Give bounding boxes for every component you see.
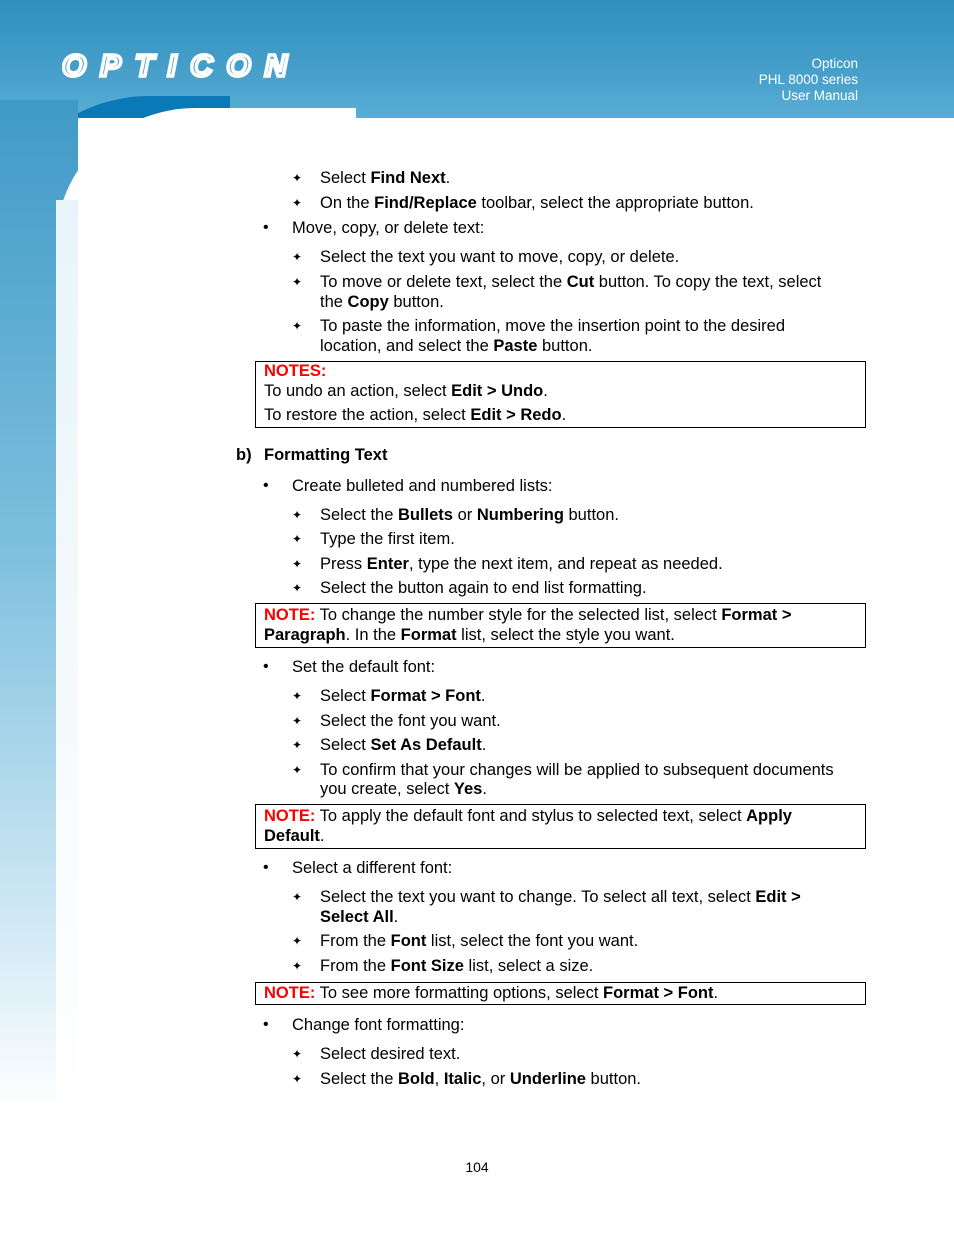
star-bullet-icon: ✦ — [292, 532, 303, 546]
star-bullet-icon: ✦ — [292, 959, 303, 973]
list-item: From the Font list, select the font you want. — [320, 932, 639, 950]
note-text: NOTE: To change the number style for the selected list, select Format > — [264, 606, 792, 624]
list-item: To paste the information, move the insertion point to the desired — [320, 317, 786, 335]
list-item: Create bulleted and numbered lists: — [292, 477, 553, 495]
star-bullet-icon: ✦ — [292, 763, 303, 777]
star-bullet-icon: ✦ — [292, 689, 303, 703]
list-item: Select a different font: — [292, 859, 453, 877]
list-item-continued: location, and select the Paste button. — [320, 337, 593, 355]
note-text: Default. — [264, 827, 325, 845]
star-bullet-icon: ✦ — [292, 557, 303, 571]
list-item: Move, copy, or delete text: — [292, 219, 485, 237]
list-item: Select the Bold, Italic, or Underline button. — [320, 1070, 642, 1088]
star-bullet-icon: ✦ — [292, 250, 303, 264]
list-item: Select the Bullets or Numbering button. — [320, 506, 619, 524]
note-text: NOTE: To see more formatting options, select Format > Font. — [264, 984, 719, 1002]
list-item: Select the font you want. — [320, 712, 501, 730]
doc-title: User Manual — [781, 88, 858, 103]
round-bullet-icon: • — [263, 658, 269, 675]
note-text: To undo an action, select Edit > Undo. — [264, 382, 548, 400]
list-item: From the Font Size list, select a size. — [320, 957, 594, 975]
page-number: 104 — [465, 1159, 489, 1175]
doc-company: Opticon — [811, 56, 858, 71]
note-text: NOTE: To apply the default font and stylus to selected text, select Apply — [264, 807, 792, 825]
list-item: Select Find Next. — [320, 169, 451, 187]
list-item: Select the text you want to move, copy, or delete. — [320, 248, 680, 266]
list-item: Select the button again to end list formatting. — [320, 579, 647, 597]
note-text: Paragraph. In the Format list, select the style you want. — [264, 626, 675, 644]
list-item: Select Set As Default. — [320, 736, 487, 754]
logo-text: OPTICON — [62, 50, 290, 80]
list-item-continued: Select All. — [320, 908, 399, 926]
star-bullet-icon: ✦ — [292, 890, 303, 904]
section-number: b) — [236, 446, 252, 464]
round-bullet-icon: • — [263, 219, 269, 236]
round-bullet-icon: • — [263, 859, 269, 876]
star-bullet-icon: ✦ — [292, 738, 303, 752]
list-item: Change font formatting: — [292, 1016, 465, 1034]
star-bullet-icon: ✦ — [292, 1072, 303, 1086]
star-bullet-icon: ✦ — [292, 1047, 303, 1061]
list-item: On the Find/Replace toolbar, select the appropriate button. — [320, 194, 754, 212]
star-bullet-icon: ✦ — [292, 934, 303, 948]
list-item: Type the first item. — [320, 530, 455, 548]
star-bullet-icon: ✦ — [292, 714, 303, 728]
star-bullet-icon: ✦ — [292, 171, 303, 185]
list-item: Set the default font: — [292, 658, 436, 676]
star-bullet-icon: ✦ — [292, 508, 303, 522]
notes-label: NOTES: — [264, 362, 327, 380]
list-item: To move or delete text, select the Cut button. To copy the text, select — [320, 273, 822, 291]
list-item-continued: the Copy button. — [320, 293, 444, 311]
list-item: Select desired text. — [320, 1045, 461, 1063]
round-bullet-icon: • — [263, 477, 269, 494]
list-item: Select the text you want to change. To select all text, select Edit > — [320, 888, 801, 906]
section-heading: Formatting Text — [264, 446, 388, 464]
list-item-continued: you create, select Yes. — [320, 780, 487, 798]
document-meta — [759, 56, 858, 104]
opticon-logo — [62, 50, 294, 80]
star-bullet-icon: ✦ — [292, 319, 303, 333]
star-bullet-icon: ✦ — [292, 581, 303, 595]
list-item: Select Format > Font. — [320, 687, 486, 705]
star-bullet-icon: ✦ — [292, 196, 303, 210]
list-item: Press Enter, type the next item, and repeat as needed. — [320, 555, 723, 573]
doc-series: PHL 8000 series — [758, 72, 858, 87]
side-fade — [56, 200, 78, 1110]
round-bullet-icon: • — [263, 1016, 269, 1033]
note-text: To restore the action, select Edit > Redo. — [264, 406, 567, 424]
list-item: To confirm that your changes will be applied to subsequent documents — [320, 761, 834, 779]
star-bullet-icon: ✦ — [292, 275, 303, 289]
